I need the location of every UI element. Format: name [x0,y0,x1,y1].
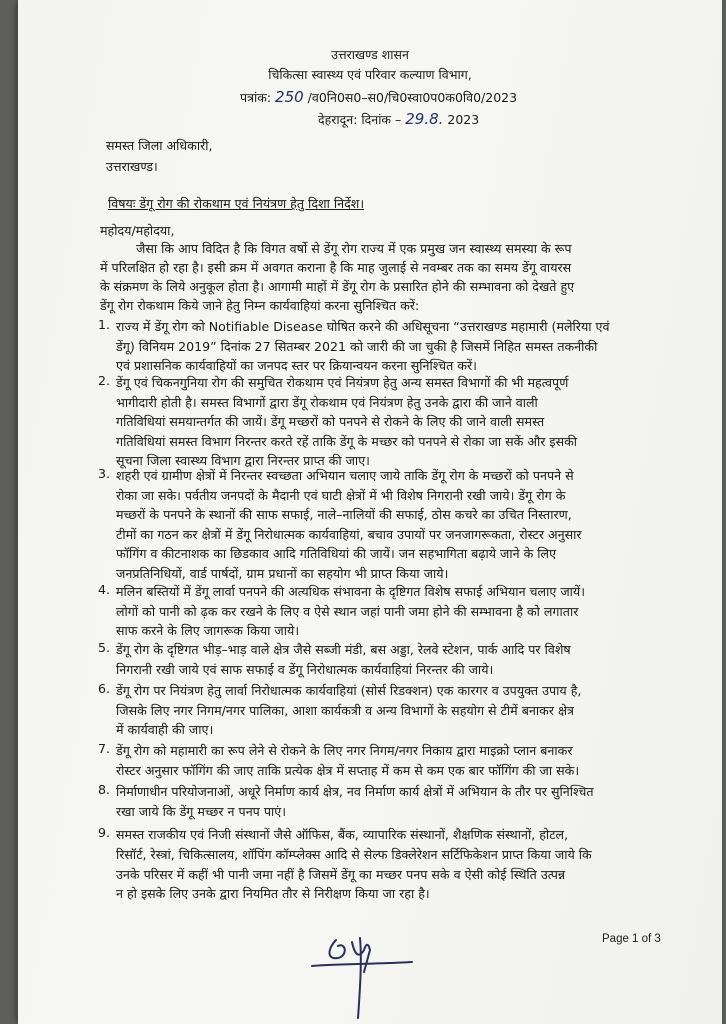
item-2-line: डेंगू एवं चिकनगुनिया रोग की समुचित रोकथाम एवं नियंत्रण हेतु अन्य समस्त विभागों की भी महत्वपूर्ण [116,375,569,390]
item-2-line: गतिविधियां समयान्तर्गत की जायें। डेंगू मच्छरों को पनपने से रोकने के लिए की जाने वाली समस्त [116,414,545,430]
item-number: 4. [98,582,111,597]
item-number: 3. [98,466,111,481]
page-number: Page 1 of 3 [602,933,661,945]
item-2-line: गतिविधियां समस्त विभाग निरन्तर करते रहें ताकि डेंगू के मच्छर को पनपने से रोका जा सकें और इसकी [116,433,578,449]
dated-label: देहरादून: दिनांक – [318,112,402,127]
item-3-line: रोका जा सके। पर्वतीय जनपदों के मैदानी एवं घाटी क्षेत्रों में भी विशेष निगरानी रखी जाये। डेंगू रोग के [116,487,566,503]
item-number: 1. [98,317,111,332]
item-1-line: डेंगू) विनियम 2019” दिनांक 27 सितम्बर 2021 को जारी की जा चुकी है जिसमें निहित समस्त तकनीकी [116,338,598,354]
subject-line: विषयः डेंगू रोग की रोकथाम एवं नियंत्रण हेतु दिशा निर्देश। [108,196,365,211]
item-number: 6. [98,681,111,696]
patrank-reference: /व0नि0स0–स0/चि0स्वा0प0क0वि0/2023 [307,90,518,105]
item-1-line: एवं प्रशासनिक कार्यवाहियों का जनपद स्तर पर क्रियान्वयन करना सुनिश्चित करें। [116,358,477,374]
item-9-line: समस्त राजकीय एवं निजी संस्थानों जैसे ऑफिस, बैंक, व्यापारिक संस्थानों, शैक्षणिक संस्थानों, होटल, [116,827,569,842]
item-number: 2. [98,373,111,388]
header-department: चिकित्सा स्वास्थ्य एवं परिवार कल्याण विभाग, [268,67,472,82]
item-5-line: निगरानी रखी जाये एवं साफ सफाई व डेंगू निरोधात्मक कार्यवाहियां निरन्तर की जाये। [116,662,494,677]
item-1-line: राज्य में डेंगू रोग को Notifiable Disease घोषित करने की अधिसूचना “उत्तराखण्ड महामारी (मलेरिया एवं [116,319,610,334]
intro-line-4: डेंगू रोग रोकथाम किये जाने हेतु निम्न कार्यवाहियां करना सुनिश्चित करें: [100,298,420,313]
item-3-line: फॉगिंग व कीटनाशक का छिडकाव आदि गतिविधियां की जायें। जन सहभागिता बढ़ाये जाने के लिए [116,546,557,562]
item-3-line: मच्छरों के पनपने के स्थानों की साफ सफाई, नाले–नालियों की सफाई, ठोस कचरे का उचित निस्तारण, [116,507,572,523]
item-number: 5. [98,640,111,655]
header-govt: उत्तराखण्ड शासन [331,47,409,62]
salutation: महोदय/महोदया, [100,223,175,238]
item-9-line: उनके परिसर में कहीं भी पानी जमा नहीं है जिसमें डेंगू का मच्छर पनप सके व ऐसी कोई स्थिति उत्पन्न [116,866,566,882]
item-3-line: जनप्रतिनिधियों, वार्ड पार्षदों, ग्राम प्रधानों का सहयोग भी प्राप्त किया जाये। [116,566,449,581]
item-number: 9. [98,825,111,840]
item-2-line: भागीदारी होती है। समस्त विभागों द्वारा डेंगू रोकथाम एवं नियंत्रण हेतु उनके द्वारा की जाने वाली [116,394,538,410]
addressee-line-2: उत्तराखण्ड। [106,159,158,174]
letter-date [318,110,479,128]
item-4-line: लोगों को पानी को ढ़क कर रखने के लिए व ऐसे स्थान जहां पानी जमा होने की सम्भावना है को लगातार [116,603,579,619]
item-6-line: जिसके लिए नगर निगम/नगर पालिका, आशा कार्यकत्री व अन्य विभागों के सहयोग से टीमें बनाकर क्षेत्र [116,702,574,718]
addressee-line-1: समस्त जिला अधिकारी, [106,138,213,153]
item-3-line: टीमों का गठन कर क्षेत्रों में डेंगू निरोधात्मक कार्यवाहियां, बचाव उपायों पर जनजागरूकता, रोस्टर अनुसार [116,526,582,542]
dated-handwritten: 29.8. [405,110,444,128]
item-6-line: डेंगू रोग पर नियंत्रण हेतु लार्वा निरोधात्मक कार्यवाहियां (सोर्स रिडक्शन) एक कारगर व उपयुक्त उपाय है, [116,683,582,698]
item-6-line: में कार्यवाही की जाए। [116,722,214,738]
item-5-line: डेंगू रोग के दृष्टिगत भीड़–भाड़ वाले क्षेत्र जैसे सब्जी मंडी, बस अड्डा, रेलवे स्टेशन, पार्क आदि पर विशेष [116,642,571,657]
signature-icon [308,920,418,1020]
letter-number [240,88,517,106]
item-9-line: न हो इसके लिए उनके द्वारा नियमित तौर से निरीक्षण किया जा रहा है। [116,886,430,902]
item-8-line: निर्माणाधीन परियोजनाओं, अधूरे निर्माण कार्य क्षेत्र, नव निर्माण कार्य क्षेत्रों में अभियान के तौर पर सुनिश्चित [116,784,594,799]
item-4-line: मलिन बस्तियों में डेंगू लार्वा पनपने की अत्यधिक संभावना के दृष्टिगत विशेष सफाई अभियान चलाए जायें। [116,584,586,599]
item-2-line: सूचना जिला स्वास्थ्य विभाग द्वारा निरन्तर प्राप्त की जाए। [116,453,370,469]
item-7-line: डेंगू रोग को महामारी का रूप लेने से रोकने के लिए नगर निगम/नगर निकाय द्वारा माइक्रो प्लान बनाकर [116,743,573,758]
intro-line-1: जैसा कि आप विदित है कि विगत वर्षो से डेंगू रोग राज्य में एक प्रमुख जन स्वास्थ्य समस्या के रूप [136,241,572,256]
intro-line-2: में परिलक्षित हो रहा है। इसी क्रम में अवगत कराना है कि माह जुलाई से नवम्बर तक का समय डेंगू वायरस [100,260,572,275]
patrank-label: पत्रांक: [240,90,272,105]
dated-year: 2023 [447,112,480,127]
item-number: 7. [98,741,111,756]
item-4-line: साफ करने के लिए जागरूक किया जाये। [116,623,300,639]
item-3-line: शहरी एवं ग्रामीण क्षेत्रों में निरन्तर स्वच्छता अभियान चलाए जाये ताकि डेंगू रोग के मच्छरों को पनपने से [116,468,574,483]
item-7-line: रोस्टर अनुसार फॉगिंग की जाए ताकि प्रत्येक क्षेत्र में सप्ताह में कम से कम एक बार फॉगिंग की जा सके। [116,762,580,778]
item-number: 8. [98,782,111,797]
item-8-line: रखा जाये कि डेंगू मच्छर न पनप पाएं। [116,804,286,819]
letter-page [18,0,722,1024]
patrank-handwritten: 250 [275,88,304,106]
intro-line-3: के संक्रमण के लिये अनुकूल होता है। आगामी माहों में डेंगू रोग के प्रसारित होने की सम्भावना को देखते हुए [100,279,575,294]
item-9-line: रिसॉर्ट, रेस्त्रां, चिकित्सालय, शॉपिंग कॉम्प्लेक्स आदि से सेल्फ डिक्लेरेशन सर्टिफिकेशन प्राप्त किया जाये कि [116,846,592,862]
